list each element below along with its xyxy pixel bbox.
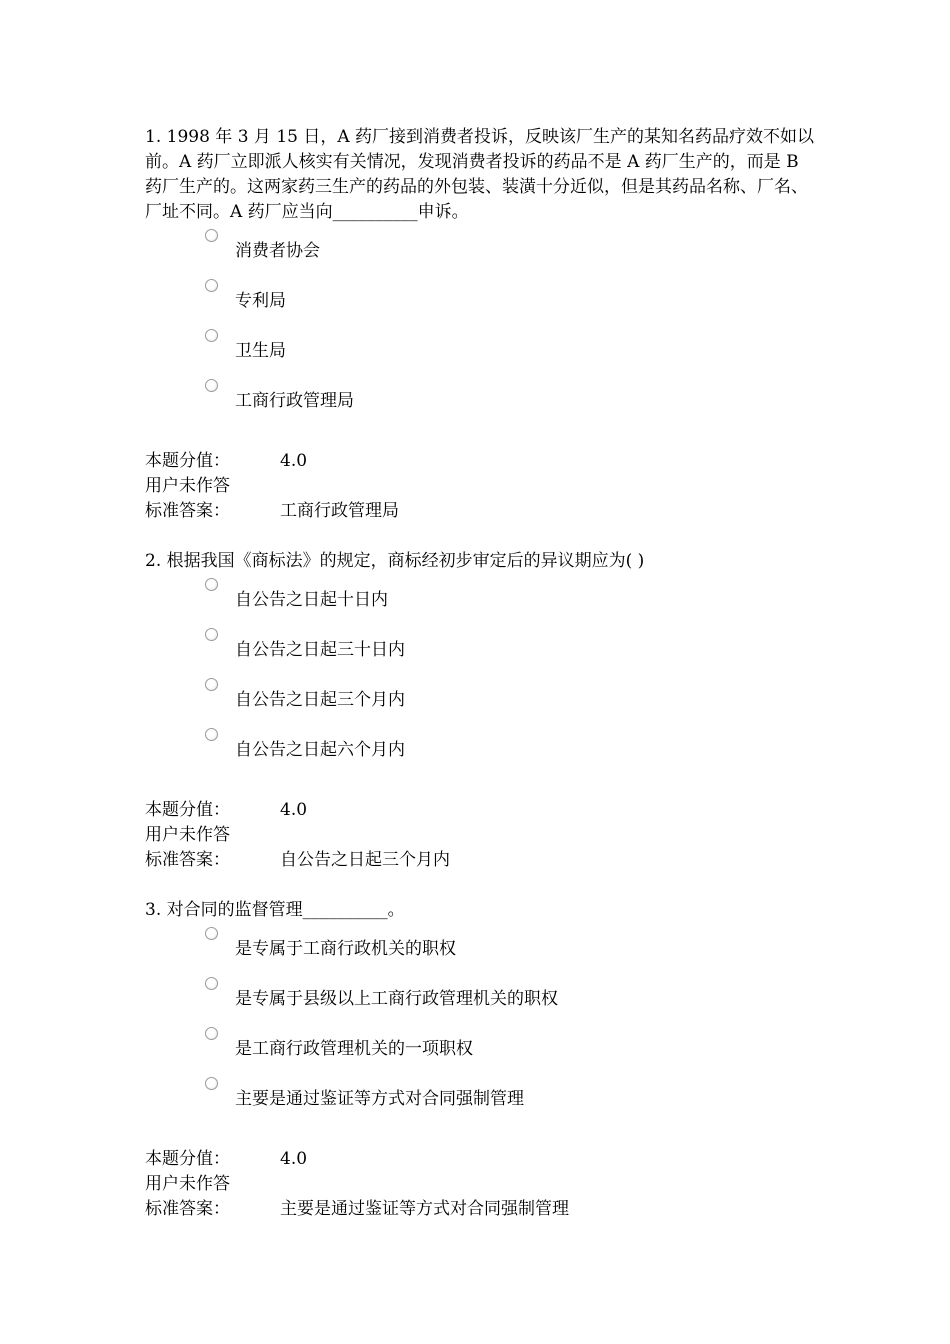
standard-answer-row (145, 848, 815, 873)
status-text: 用户未作答 (145, 825, 230, 845)
option-label: 是专属于县级以上工商行政管理机关的职权 (235, 989, 558, 1009)
score-label: 本题分值： (145, 1149, 230, 1169)
radio-button[interactable] (205, 977, 218, 990)
question-1 (145, 125, 815, 429)
score-label: 本题分值： (145, 800, 230, 820)
option[interactable] (203, 628, 815, 678)
answer-value: 主要是通过鉴证等方式对合同强制管理 (280, 1199, 569, 1219)
question-body: 对合同的监督管理__________。 (166, 900, 405, 920)
option[interactable] (203, 379, 815, 429)
option-label: 卫生局 (235, 341, 286, 361)
score-row (145, 798, 815, 823)
question-number: 1. (145, 127, 162, 147)
option[interactable] (203, 927, 815, 977)
radio-button[interactable] (205, 1027, 218, 1040)
option[interactable] (203, 977, 815, 1027)
question-number: 3. (145, 900, 162, 920)
question-3 (145, 898, 815, 1127)
radio-button[interactable] (205, 578, 218, 591)
option-list (145, 927, 815, 1127)
option[interactable] (203, 329, 815, 379)
question-1-result (145, 449, 815, 524)
answer-value: 工商行政管理局 (280, 501, 399, 521)
answer-value: 自公告之日起三个月内 (280, 850, 450, 870)
option-label: 是专属于工商行政机关的职权 (235, 939, 456, 959)
question-2-result (145, 798, 815, 873)
radio-button[interactable] (205, 1077, 218, 1090)
standard-answer-row (145, 1197, 815, 1222)
option[interactable] (203, 279, 815, 329)
question-body: 根据我国《商标法》的规定，商标经初步审定后的异议期应为( ) (166, 551, 645, 571)
question-text (145, 549, 815, 574)
score-row (145, 449, 815, 474)
option-label: 自公告之日起三个月内 (235, 690, 405, 710)
option[interactable] (203, 1027, 815, 1077)
radio-button[interactable] (205, 379, 218, 392)
option-label: 自公告之日起三十日内 (235, 640, 405, 660)
option-list (145, 578, 815, 778)
answer-status (145, 1172, 815, 1197)
radio-button[interactable] (205, 628, 218, 641)
option-label: 消费者协会 (235, 241, 320, 261)
answer-status (145, 823, 815, 848)
option-label: 工商行政管理局 (235, 391, 354, 411)
answer-status (145, 474, 815, 499)
status-text: 用户未作答 (145, 1174, 230, 1194)
question-3-result (145, 1147, 815, 1222)
radio-button[interactable] (205, 329, 218, 342)
answer-label: 标准答案： (145, 501, 230, 521)
option[interactable] (203, 229, 815, 279)
answer-label: 标准答案： (145, 850, 230, 870)
score-value: 4.0 (280, 800, 308, 820)
question-text (145, 898, 815, 923)
option-label: 自公告之日起十日内 (235, 590, 388, 610)
option-label: 主要是通过鉴证等方式对合同强制管理 (235, 1089, 524, 1109)
question-2 (145, 549, 815, 778)
option[interactable] (203, 678, 815, 728)
status-text: 用户未作答 (145, 476, 230, 496)
option-label: 是工商行政管理机关的一项职权 (235, 1039, 473, 1059)
question-number: 2. (145, 551, 162, 571)
answer-label: 标准答案： (145, 1199, 230, 1219)
score-label: 本题分值： (145, 451, 230, 471)
question-body: 1998 年 3 月 15 日，A 药厂接到消费者投诉，反映该厂生产的某知名药品疗效不如以前。A 药厂立即派人核实有关情况，发现消费者投诉的药品不是 A 药厂生产的，而是 B 药厂生产的。这两家药三生产的药品的外包装、装潢十分近似，但是其药品名称、厂名、厂址不同。A 药厂应当向__________申诉。 (145, 127, 815, 222)
score-row (145, 1147, 815, 1172)
option[interactable] (203, 728, 815, 778)
option[interactable] (203, 1077, 815, 1127)
radio-button[interactable] (205, 678, 218, 691)
standard-answer-row (145, 499, 815, 524)
option[interactable] (203, 578, 815, 628)
option-list (145, 229, 815, 429)
radio-button[interactable] (205, 927, 218, 940)
radio-button[interactable] (205, 728, 218, 741)
option-label: 专利局 (235, 291, 286, 311)
radio-button[interactable] (205, 229, 218, 242)
radio-button[interactable] (205, 279, 218, 292)
score-value: 4.0 (280, 451, 308, 471)
score-value: 4.0 (280, 1149, 308, 1169)
option-label: 自公告之日起六个月内 (235, 740, 405, 760)
question-text (145, 125, 815, 225)
